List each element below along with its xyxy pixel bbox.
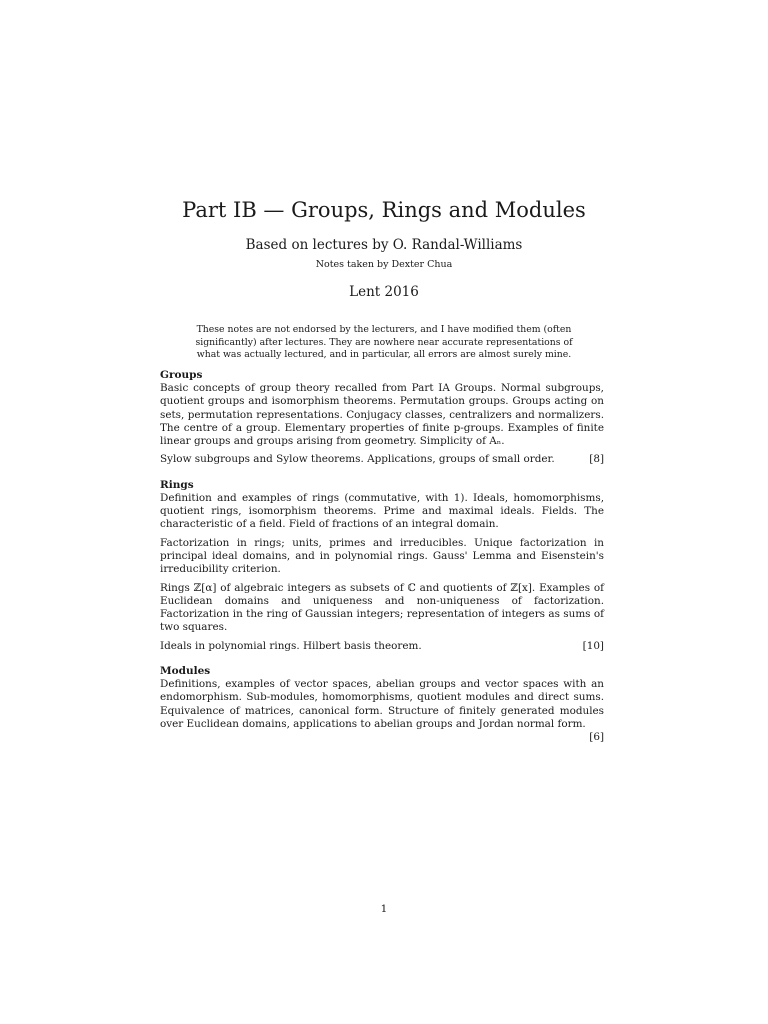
lecturer-line: Based on lectures by O. Randal-Williams	[245, 237, 523, 253]
rings-paragraph-2: Factorization in rings; units, primes and irreducibles. Unique factorization in principal ideal domains, and in polynomial rings. Gauss' Lemma and Eisenstein's irreducibility criterion.	[160, 536, 604, 576]
section-groups	[160, 368, 604, 467]
disclaimer-text: These notes are not endorsed by the lecturers, and I have modified them (often significantly) after lectures. They are nowhere near accurate representations of what was actually lectured, and in particular, all errors are almost surely mine.	[195, 324, 573, 360]
rings-lecture-count: [10]	[582, 639, 604, 652]
page-number: 1	[380, 903, 388, 915]
section-heading-groups: Groups	[160, 369, 203, 381]
groups-paragraph-2	[160, 453, 604, 466]
rings-paragraph-3: Rings ℤ[α] of algebraic integers as subsets of ℂ and quotients of ℤ[x]. Examples of Euclidean domains and uniqueness and non-uniqueness of factorization. Factorization in the ring of Gaussian integers; representation of integers as sums of two squares.	[160, 581, 604, 634]
groups-paragraph-2-text: Sylow subgroups and Sylow theorems. Applications, groups of small order.	[160, 453, 555, 466]
groups-lecture-count: [8]	[589, 453, 604, 466]
rings-paragraph-4	[160, 640, 604, 653]
section-modules	[160, 664, 604, 744]
rings-paragraph-4-text: Ideals in polynomial rings. Hilbert basis theorem.	[160, 639, 422, 652]
section-rings	[160, 478, 604, 653]
modules-paragraph-1	[160, 678, 604, 744]
modules-paragraph-1-text: Definitions, examples of vector spaces, abelian groups and vector spaces with an endomorphism. Sub-modules, homomorphisms, quotient modules and direct sums. Equivalence of matrices, canonical form. Structure of finitely generated modules over Euclidean domains, applications to abelian groups and Jordan normal form.	[160, 678, 604, 730]
section-heading-rings: Rings	[160, 478, 194, 491]
term-line: Lent 2016	[349, 284, 419, 300]
rings-paragraph-1: Definition and examples of rings (commutative, with 1). Ideals, homomorphisms, quotient rings, isomorphism theorems. Prime and maximal ideals. Fields. The characteristic of a field. Field of fractions of an integral domain.	[160, 491, 604, 531]
document-title: Part IB — Groups, Rings and Modules	[182, 198, 586, 222]
section-heading-modules: Modules	[160, 665, 211, 678]
groups-paragraph-1: Basic concepts of group theory recalled from Part IA Groups. Normal subgroups, quotient groups and isomorphism theorems. Permutation groups. Groups acting on sets, permutation representations. Conjugacy classes, centralizers and normalizers. The centre of a group. Elementary properties of finite p-groups. Examples of finite linear groups and groups arising from geometry. Simplicity of Aₙ.	[160, 382, 604, 448]
syllabus-content	[160, 368, 604, 745]
notes-author-line: Notes taken by Dexter Chua	[315, 259, 453, 270]
modules-lecture-count: [6]	[589, 731, 604, 744]
